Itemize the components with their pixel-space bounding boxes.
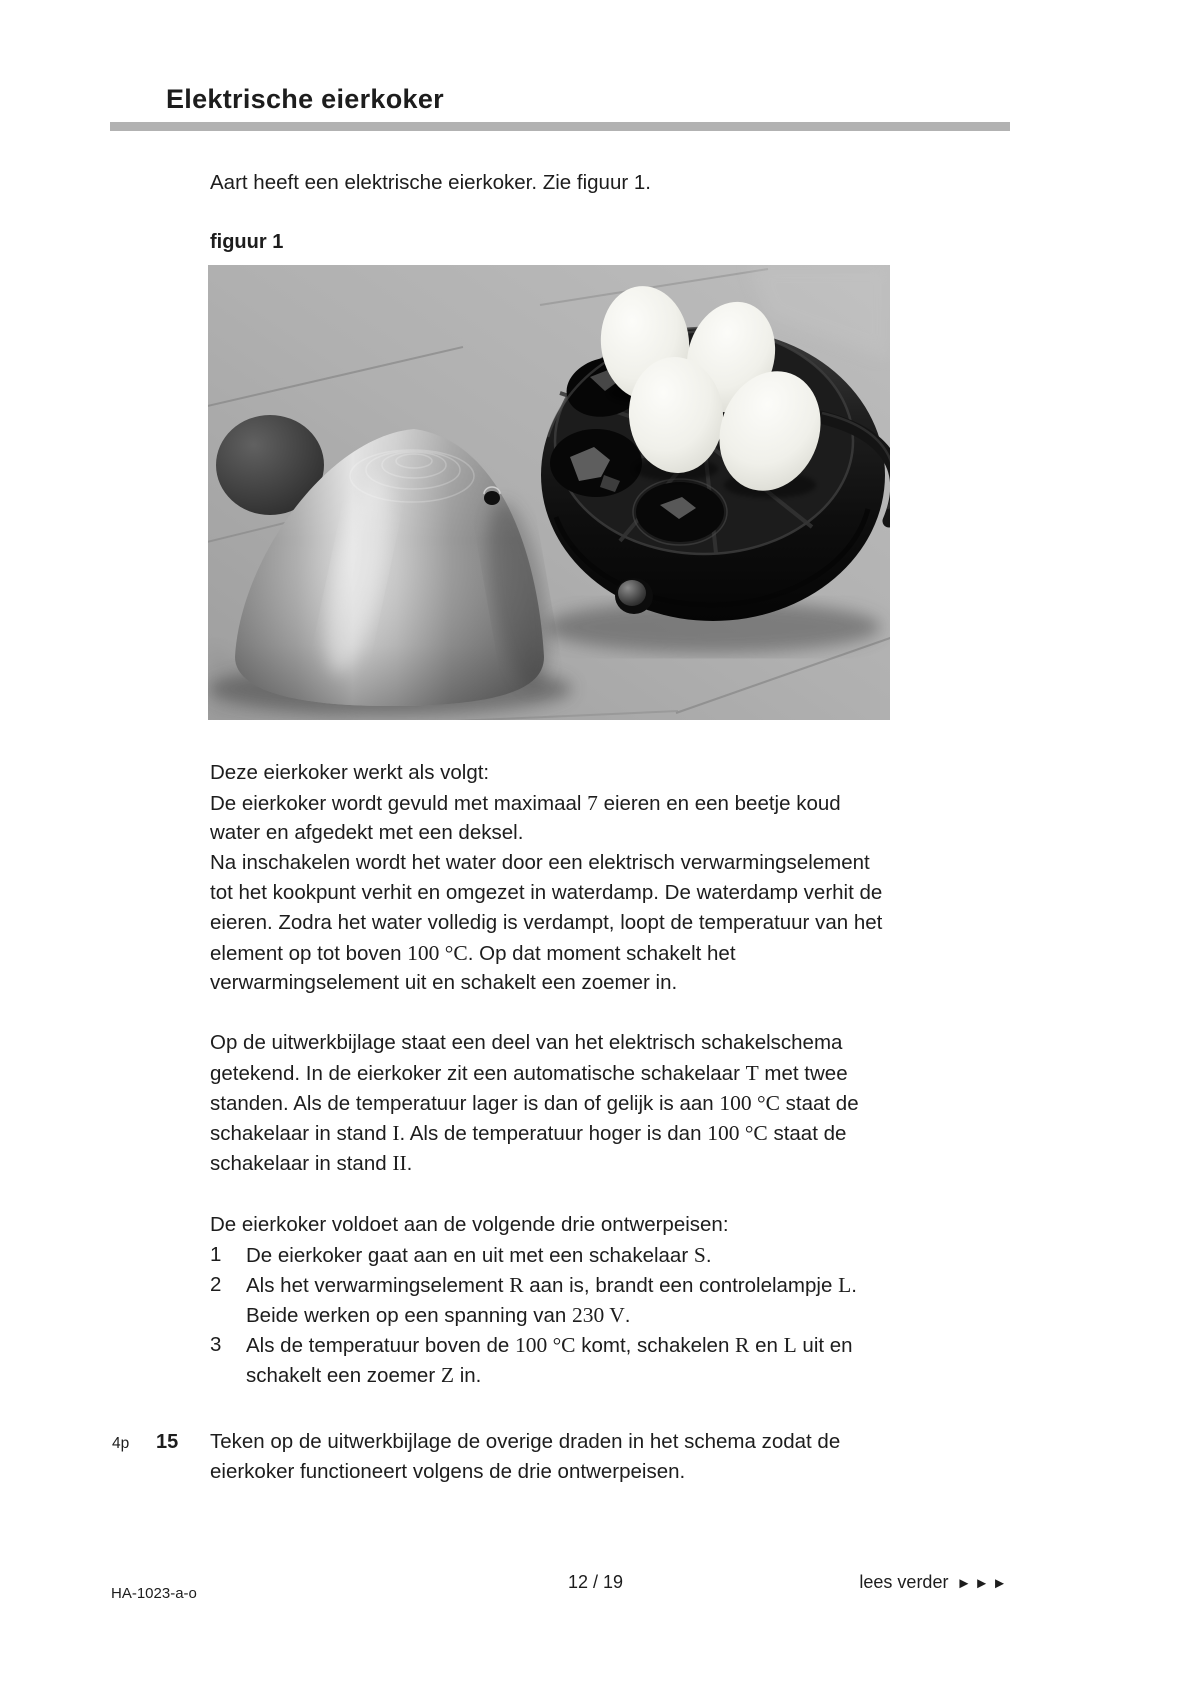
figure-photo-canvas: [208, 265, 890, 720]
design-list-intro: [210, 1210, 729, 1240]
text-line: verwarmingselement uit en schakelt een zoemer in.: [210, 971, 678, 994]
text-line: Na inschakelen wordt het water door een elektrisch verwarmingselement: [210, 851, 870, 874]
text-line: schakelaar in stand II.: [210, 1151, 413, 1175]
paragraph-how-it-works: [210, 758, 882, 998]
text-line: eieren. Zodra het water volledig is verdampt, loopt de temperatuur van het: [210, 911, 883, 934]
text-line: Beide werken op een spanning van 230 V.: [246, 1303, 631, 1327]
section-rule: [110, 122, 1010, 131]
page-title: Elektrische eierkoker: [166, 84, 444, 114]
intro-text: Aart heeft een elektrische eierkoker. Zie figuur 1.: [210, 171, 651, 194]
text-line: De eierkoker wordt gevuld met maximaal 7 eieren en een beetje koud: [210, 791, 841, 815]
item-number: 3: [210, 1333, 222, 1356]
text-line: tot het kookpunt verhit en omgezet in waterdamp. De waterdamp verhit de: [210, 881, 883, 904]
figure-1-photo: [208, 265, 890, 720]
list-item: [210, 1270, 857, 1330]
text-line: De eierkoker gaat aan en uit met een schakelaar S.: [246, 1243, 712, 1267]
page-number: 12 / 19: [567, 1572, 624, 1592]
question-points: 4p: [112, 1435, 130, 1452]
continue-label: lees verder: [859, 1572, 949, 1592]
list-item: [210, 1330, 857, 1390]
document-id: HA-1023-a-o: [111, 1585, 197, 1602]
text-line: getekend. In de eierkoker zit een automatische schakelaar T met twee: [210, 1061, 848, 1085]
question-text: [210, 1427, 840, 1487]
text-line: Teken op de uitwerkbijlage de overige draden in het schema zodat de: [210, 1430, 841, 1453]
text-line: De eierkoker voldoet aan de volgende drie ontwerpeisen:: [210, 1213, 729, 1236]
text-line: standen. Als de temperatuur lager is dan of gelijk is aan 100 °C staat de: [210, 1091, 859, 1115]
power-button: [618, 580, 646, 606]
vent-hole: [484, 491, 500, 505]
text-line: element op tot boven 100 °C. Op dat moment schakelt het: [210, 941, 736, 965]
item-text: [246, 1330, 857, 1390]
text-line: Op de uitwerkbijlage staat een deel van het elektrisch schakelschema: [210, 1031, 843, 1054]
design-list: [210, 1240, 857, 1390]
text-line: Deze eierkoker werkt als volgt:: [210, 761, 490, 784]
list-item: [210, 1240, 857, 1270]
item-number: 1: [210, 1243, 222, 1266]
item-text: [246, 1270, 857, 1330]
text-line: eierkoker functioneert volgens de drie ontwerpeisen.: [210, 1460, 686, 1483]
text-line: water en afgedekt met een deksel.: [210, 821, 524, 844]
continue-notice: [859, 1572, 1010, 1593]
text-line: schakelt een zoemer Z in.: [246, 1363, 482, 1387]
item-number: 2: [210, 1273, 222, 1296]
item-text: [246, 1240, 857, 1270]
text-line: schakelaar in stand I. Als de temperatuur hoger is dan 100 °C staat de: [210, 1121, 847, 1145]
figure-label: figuur 1: [210, 231, 284, 253]
paragraph-circuit-diagram: [210, 1028, 859, 1178]
question-number: 15: [156, 1431, 179, 1453]
continue-arrows-icon: ►►►: [956, 1575, 1010, 1592]
text-line: Als de temperatuur boven de 100 °C komt, schakelen R en L uit en: [246, 1333, 853, 1357]
text-line: Als het verwarmingselement R aan is, brandt een controlelampje L.: [246, 1273, 857, 1297]
